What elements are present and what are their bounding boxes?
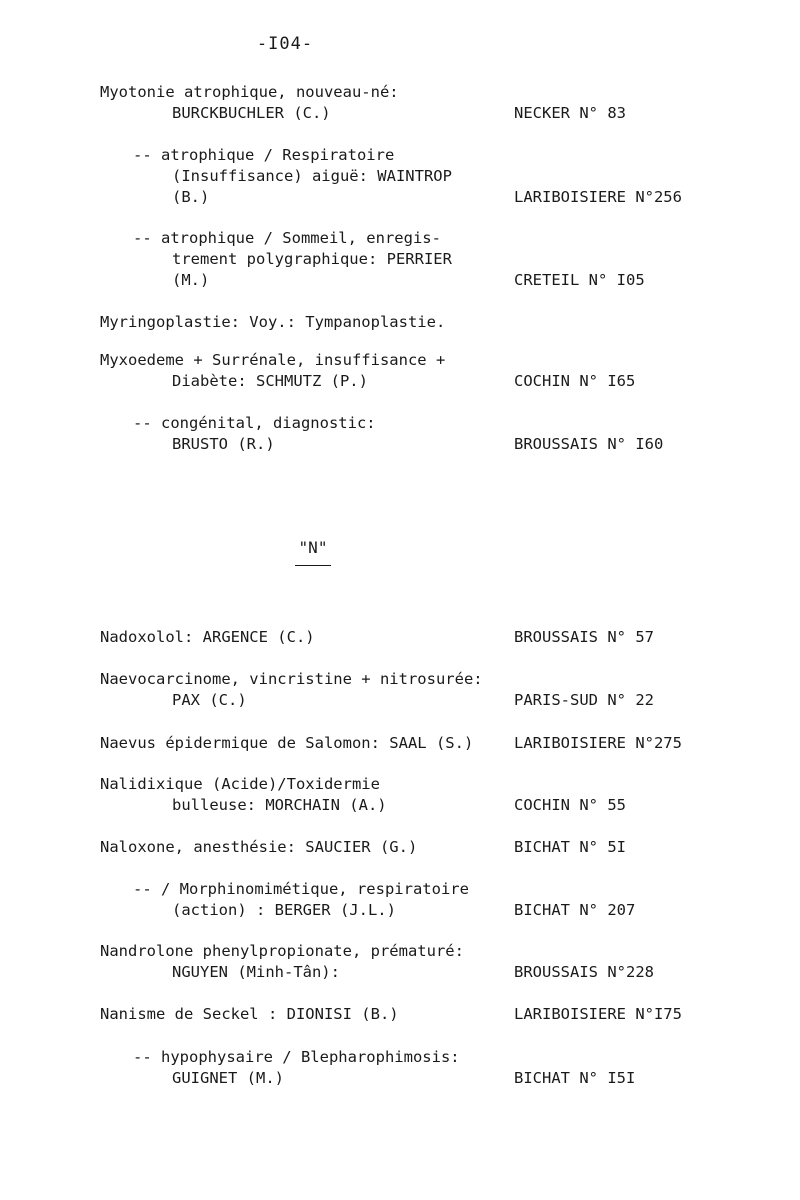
entry-line: BURCKBUCHLER (C.) — [172, 104, 331, 122]
entry-reference: COCHIN N° 55 — [514, 796, 626, 814]
entry-reference: BICHAT N° 5I — [514, 838, 626, 856]
entry-reference: LARIBOISIERE N°256 — [514, 188, 682, 206]
entry-line: Naevus épidermique de Salomon: SAAL (S.) — [100, 734, 474, 752]
page-number: -I04- — [256, 34, 314, 54]
entry-line: (B.) — [172, 188, 210, 206]
entry-line: Myxoedeme + Surrénale, insuffisance + — [100, 351, 446, 369]
entry-line: (action) : BERGER (J.L.) — [172, 901, 396, 919]
entry-line: Nanisme de Seckel : DIONISI (B.) — [100, 1005, 399, 1023]
entry-line: GUIGNET (M.) — [172, 1069, 284, 1087]
entry-line: NGUYEN (Minh-Tân): — [172, 963, 340, 981]
entry-line: Nalidixique (Acide)/Toxidermie — [100, 775, 380, 793]
entry-line: -- / Morphinomimétique, respiratoire — [133, 880, 469, 898]
entry-line: Naloxone, anesthésie: SAUCIER (G.) — [100, 838, 418, 856]
entry-reference: LARIBOISIERE N°I75 — [514, 1005, 682, 1023]
entry-reference: BROUSSAIS N° I60 — [514, 435, 664, 453]
entry-reference: CRETEIL N° I05 — [514, 271, 645, 289]
entry-reference: PARIS-SUD N° 22 — [514, 691, 654, 709]
entry-line: -- atrophique / Respiratoire — [133, 146, 395, 164]
entry-line: -- congénital, diagnostic: — [133, 414, 376, 432]
entry-reference: BICHAT N° 207 — [514, 901, 636, 919]
entry-line: Diabète: SCHMUTZ (P.) — [172, 372, 368, 390]
entry-line: trement polygraphique: PERRIER — [172, 250, 452, 268]
section-heading: "N" — [298, 538, 328, 557]
entry-line: (Insuffisance) aiguë: WAINTROP — [172, 167, 452, 185]
entry-line: Myringoplastie: Voy.: Tympanoplastie. — [100, 313, 446, 331]
entry-line: Naevocarcinome, vincristine + nitrosurée: — [100, 670, 483, 688]
entry-line: BRUSTO (R.) — [172, 435, 275, 453]
entry-line: Nandrolone phenylpropionate, prématuré: — [100, 942, 464, 960]
entry-line: Nadoxolol: ARGENCE (C.) — [100, 628, 315, 646]
entry-line: bulleuse: MORCHAIN (A.) — [172, 796, 387, 814]
entry-line: -- hypophysaire / Blepharophimosis: — [133, 1048, 460, 1066]
entry-reference: BROUSSAIS N°228 — [514, 963, 654, 981]
entry-reference: BROUSSAIS N° 57 — [514, 628, 654, 646]
entry-reference: NECKER N° 83 — [514, 104, 626, 122]
entry-line: (M.) — [172, 271, 210, 289]
entry-reference: COCHIN N° I65 — [514, 372, 636, 390]
entry-line: -- atrophique / Sommeil, enregis- — [133, 229, 441, 247]
entry-reference: BICHAT N° I5I — [514, 1069, 636, 1087]
entry-reference: LARIBOISIERE N°275 — [514, 734, 682, 752]
entry-line: PAX (C.) — [172, 691, 247, 709]
section-underline — [295, 565, 331, 566]
entry-line: Myotonie atrophique, nouveau-né: — [100, 83, 399, 101]
